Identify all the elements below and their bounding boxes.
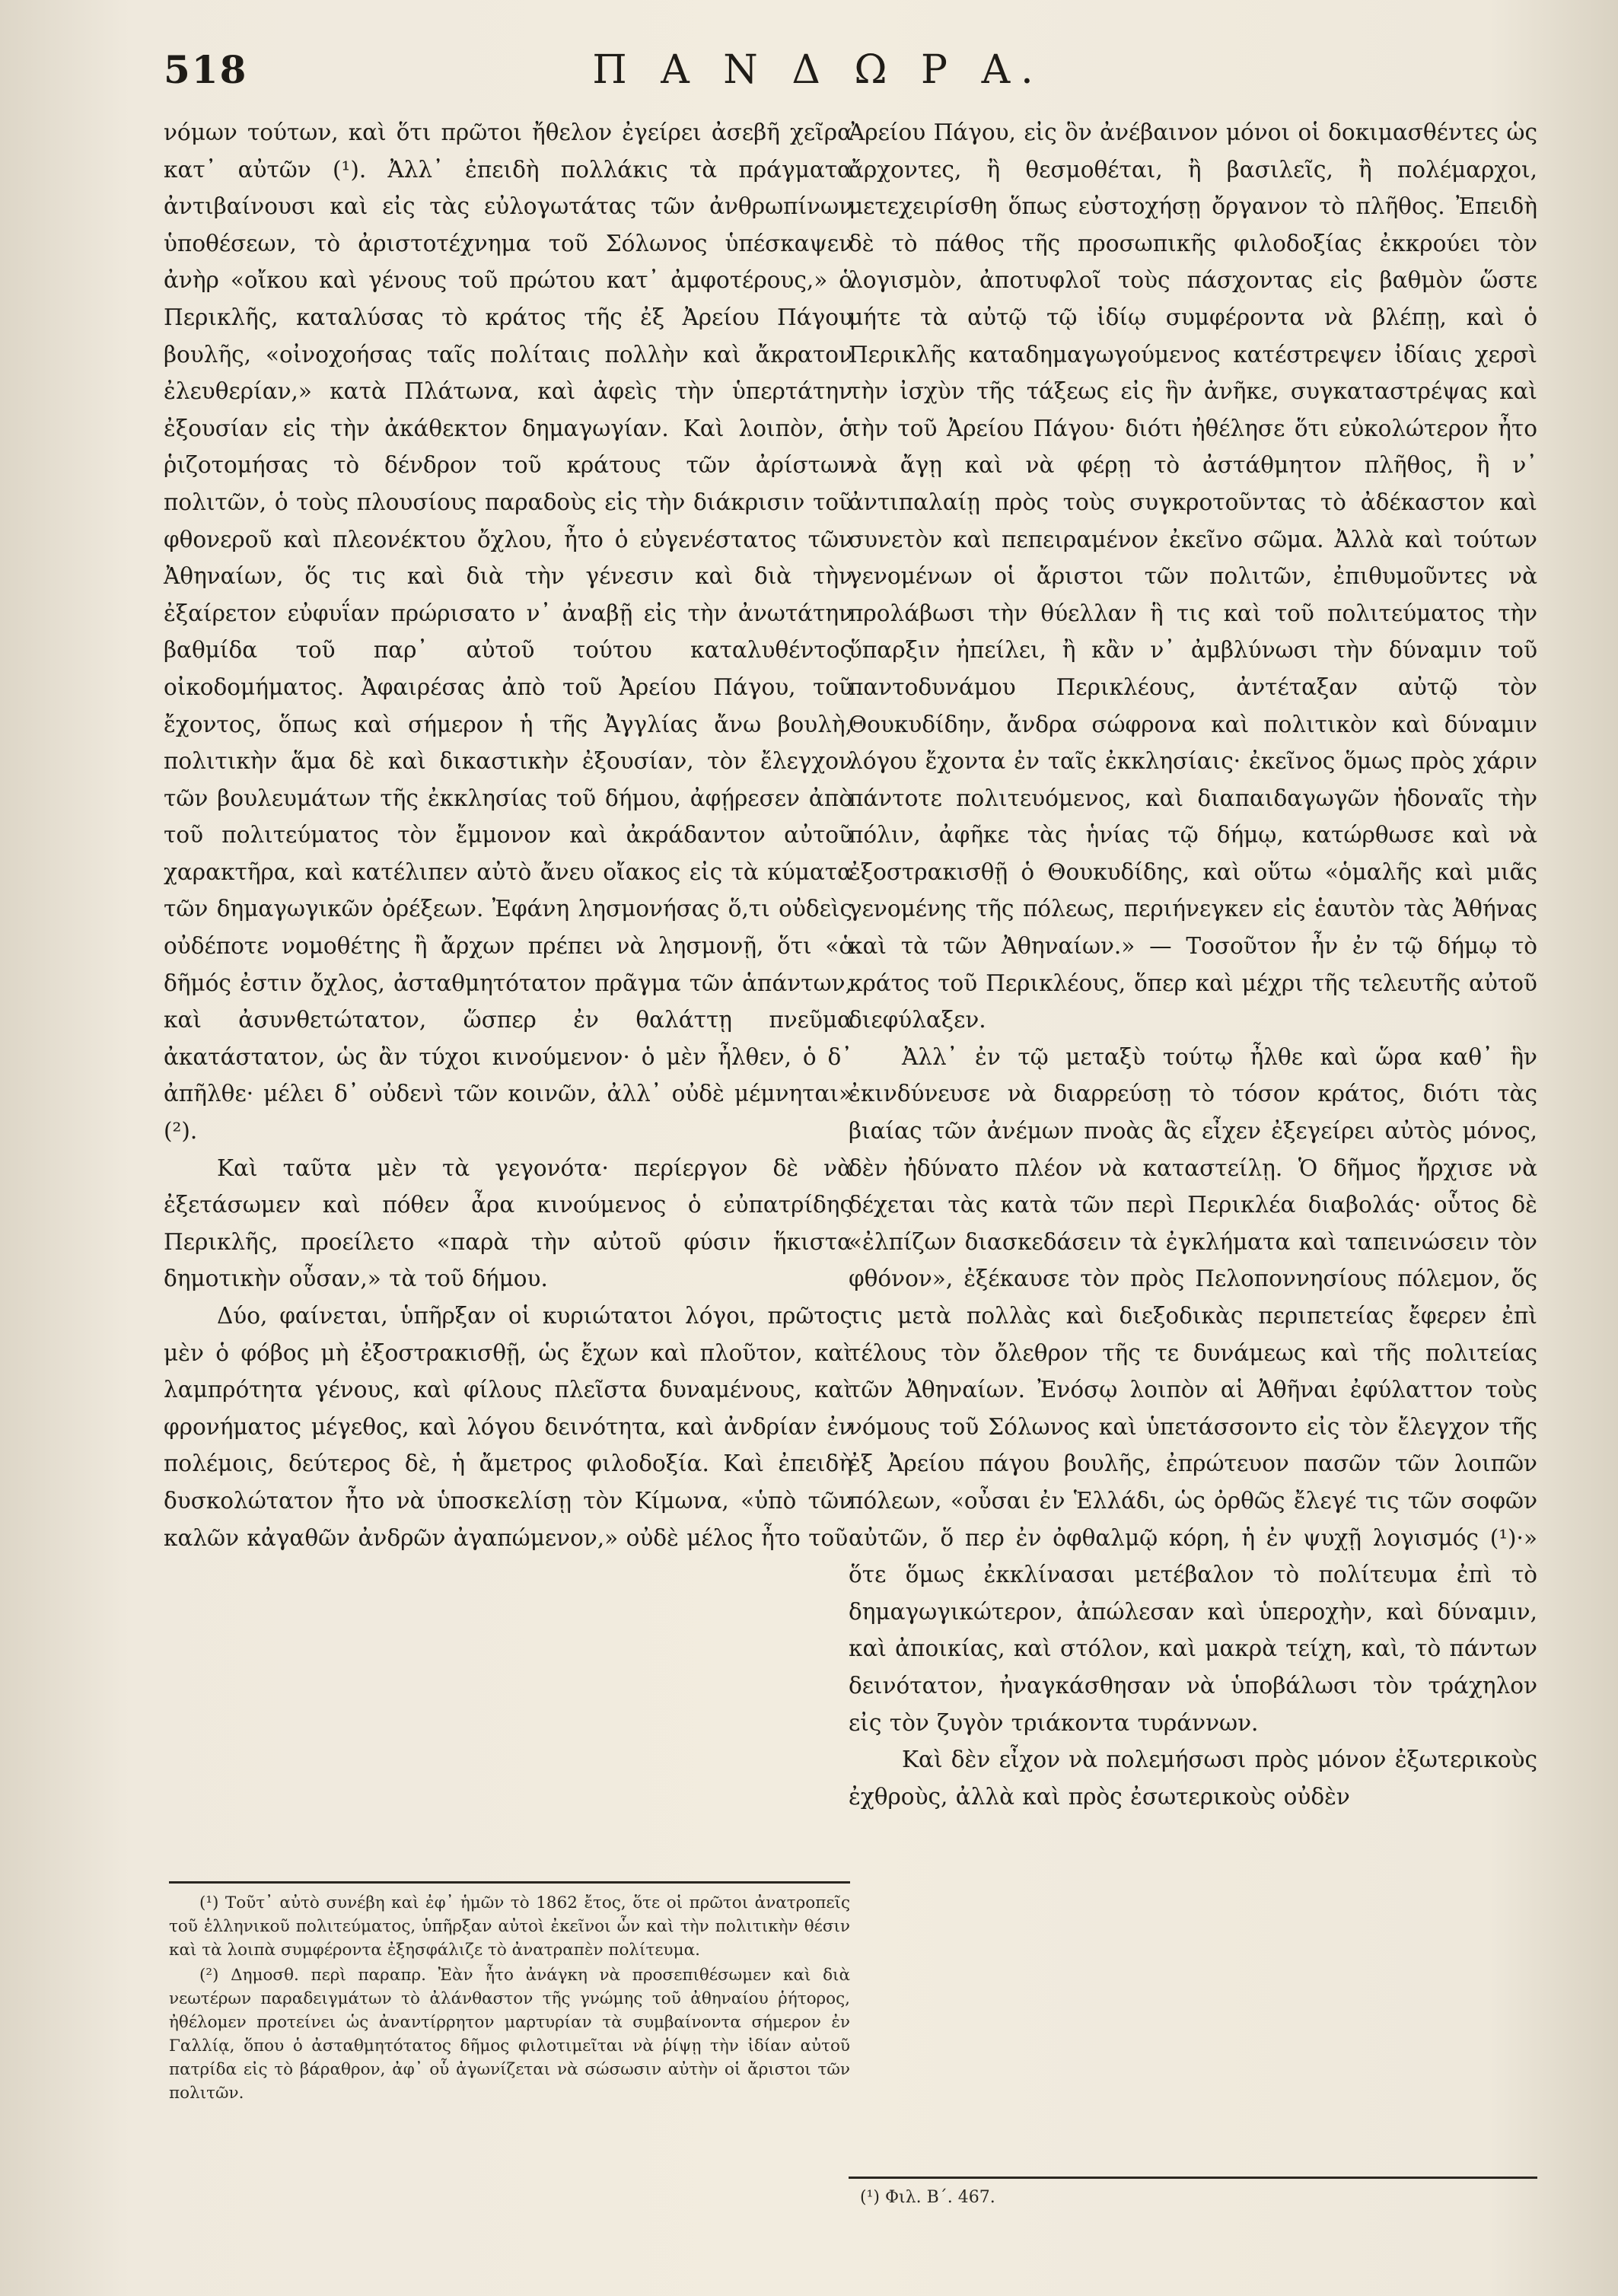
footnote-1: (¹) Τοῦτ᾽ αὐτὸ συνέβη καὶ ἐφ᾽ ἡμῶν τὸ 1862 ἔτος, ὅτε οἱ πρῶτοι ἀνατροπεῖς τοῦ ἑλληνικοῦ πολιτεύματος, ὑπῆρξαν αὐτοὶ ἐκεῖνοι ὧν καὶ τὴν πολιτικὴν θέσιν καὶ τὰ λοιπὰ συμφέροντα ἐξησφάλιζε τὸ ἀνατραπὲν πολίτευμα. xyxy=(169,1893,850,1960)
page-header xyxy=(164,47,1473,116)
right-paragraph-2: Ἀλλ᾽ ἐν τῷ μεταξὺ τούτῳ ἦλθε καὶ ὥρα καθ᾽ ἣν ἐκινδύνευσε νὰ διαρρεύσῃ τὸ τόσον κράτος, διότι τὰς βιαίας τῶν ἀνέμων πνοὰς ἃς εἶχεν ἐξεγείρει αὐτὸς μόνος, δὲν ἠδύνατο πλέον νὰ καταστείλῃ. Ὁ δῆμος ἤρχισε νὰ δέχεται τὰς κατὰ τῶν περὶ Περικλέα διαβολάς· οὗτος δὲ «ἐλπίζων διασκεδάσειν τὰ ἐγκλήματα καὶ ταπεινώσειν τὸν φθόνον», ἐξέκαυσε τὸν πρὸς Πελοποννησίους πόλεμον, ὅς τις μετὰ πολλὰς καὶ διεξοδικὰς περιπετείας ἔφερεν ἐπὶ τέλους τὸν ὄλεθρον τῆς τε δυνάμεως καὶ τῆς πολιτείας τῶν Ἀθηναίων. Ἐνόσῳ λοιπὸν αἱ Ἀθῆναι ἐφύλαττον τοὺς νόμους τοῦ Σόλωνος καὶ ὑπετάσσοντο εἰς τὸν ἔλεγχον τῆς ἐξ Ἀρείου πάγου βουλῆς, ἐπρώτευον πασῶν τῶν λοιπῶν πόλεων, «οὖσαι ἐν Ἑλλάδι, ὡς ὀρθῶς ἔλεγέ τις τῶν σοφῶν αὐτῶν, ὅ περ ἐν ὀφθαλμῷ κόρη, ἡ ἐν ψυχῇ λογισμός (¹)·» ὅτε ὅμως ἐκκλίνασαι μετέβαλον τὸ πολίτευμα ἐπὶ τὸ δημαγωγικώτερον, ἀπώλεσαν καὶ ὑπεροχὴν, καὶ δύναμιν, καὶ ἀποικίας, καὶ στόλον, καὶ μακρὰ τείχη, καὶ, τὸ πάντων δεινότατον, ἠναγκάσθησαν νὰ ὑποβάλωσι τὸν τράχηλον εἰς τὸν ζυγὸν τριάκοντα τυράννων. xyxy=(849,1043,1537,1736)
left-paragraph-1: νόμων τούτων, καὶ ὅτι πρῶτοι ἤθελον ἐγείρει ἀσεβῆ χεῖρα κατ᾽ αὐτῶν (¹). Ἀλλ᾽ ἐπειδὴ πολλάκις τὰ πράγματα ἀντιβαίνουσι καὶ εἰς τὰς εὐλογωτάτας τῶν ἀνθρωπίνων ὑποθέσεων, τὸ ἀριστοτέχνημα τοῦ Σόλωνος ὑπέσκαψεν ἀνὴρ «οἴκου καὶ γένους τοῦ πρώτου κατ᾽ ἀμφοτέρους,» ὁ Περικλῆς, καταλύσας τὸ κράτος τῆς ἐξ Ἀρείου Πάγου βουλῆς, «οἰνοχοήσας ταῖς πολίταις πολλὴν καὶ ἄκρατον ἐλευθερίαν,» κατὰ Πλάτωνα, καὶ ἀφεὶς τὴν ὑπερτάτην ἐξουσίαν εἰς τὴν ἀκάθεκτον δημαγωγίαν. Καὶ λοιπὸν, ὁ ῥιζοτομήσας τὸ δένδρον τοῦ κράτους τῶν ἀρίστων πολιτῶν, ὁ τοὺς πλουσίους παραδοὺς εἰς τὴν διάκρισιν τοῦ φθονεροῦ καὶ πλεονέκτου ὄχλου, ἦτο ὁ εὐγενέστατος τῶν Ἀθηναίων, ὅς τις καὶ διὰ τὴν γένεσιν καὶ διὰ τὴν ἐξαίρετον εὐφυΐαν πρώρισατο ν᾽ ἀναβῇ εἰς τὴν ἀνωτάτην βαθμίδα τοῦ παρ᾽ αὐτοῦ τούτου καταλυθέντος οἰκοδομήματος. Ἀφαιρέσας ἀπὸ τοῦ Ἀρείου Πάγου, τοῦ ἔχοντος, ὅπως καὶ σήμερον ἡ τῆς Ἀγγλίας ἄνω βουλὴ, πολιτικὴν ἅμα δὲ καὶ δικαστικὴν ἐξουσίαν, τὸν ἔλεγχον τῶν βουλευμάτων τῆς ἐκκλησίας τοῦ δήμου, ἀφῄρεσεν ἀπὸ τοῦ πολιτεύματος τὸν ἔμμονον καὶ ἀκράδαντον αὐτοῦ χαρακτῆρα, καὶ κατέλιπεν αὐτὸ ἄνευ οἴακος εἰς τὰ κύματα τῶν δημαγωγικῶν ὀρέξεων. Ἐφάνη λησμονήσας ὅ,τι οὐδεὶς οὐδέποτε νομοθέτης ἢ ἄρχων πρέπει νὰ λησμονῇ, ὅτι «ὁ δῆμός ἐστιν ὄχλος, ἀσταθμητότατον πρᾶγμα τῶν ἁπάντων, καὶ ἀσυνθετώτατον, ὥσπερ ἐν θαλάττῃ πνεῦμα ἀκατάστατον, ὡς ἂν τύχοι κινούμενον· ὁ μὲν ἦλθεν, ὁ δ᾽ ἀπῆλθε· μέλει δ᾽ οὐδενὶ τῶν κοινῶν, ἀλλ᾽ οὐδὲ μέμνηται» (²). xyxy=(164,119,852,1145)
right-paragraph-3: Καὶ δὲν εἶχον νὰ πολεμήσωσι πρὸς μόνον ἐξωτερικοὺς ἐχθροὺς, ἀλλὰ καὶ πρὸς ἐσωτερικοὺς οὐδὲν xyxy=(849,1747,1537,1810)
left-paragraph-2: Καὶ ταῦτα μὲν τὰ γεγονότα· περίεργον δὲ νὰ ἐξετάσωμεν καὶ πόθεν ἆρα κινούμενος ὁ εὐπατρίδης Περικλῆς, προείλετο «παρὰ τὴν αὐτοῦ φύσιν ἥκιστα δημοτικὴν οὖσαν,» τὰ τοῦ δήμου. xyxy=(164,1154,852,1292)
running-title: Π Α Ν Δ Ω Ρ Α. xyxy=(592,47,1044,93)
left-paragraph-3: Δύο, φαίνεται, ὑπῆρξαν οἱ κυριώτατοι λόγοι, πρῶτος μὲν ὁ φόβος μὴ ἐξοστρακισθῇ, ὡς ἔχων καὶ πλοῦτον, καὶ λαμπρότητα γένους, καὶ φίλους πλεῖστα δυναμένους, καὶ φρονήματος μέγεθος, καὶ λόγου δεινότητα, καὶ ἀνδρίαν ἐν πολέμοις, δεύτερος δὲ, ἡ ἄμετρος φιλοδοξία. Καὶ ἐπειδὴ δυσκολώτατον ἦτο νὰ ὑποσκελίσῃ τὸν Κίμωνα, «ὑπὸ τῶν καλῶν κἀγαθῶν ἀνδρῶν ἀγαπώμενον,» οὐδὲ μέλος ἦτο τοῦ xyxy=(164,1303,852,1551)
left-footnotes xyxy=(169,1891,850,2107)
right-column xyxy=(849,114,1537,2245)
right-paragraph-1: Ἀρείου Πάγου, εἰς ὃν ἀνέβαινον μόνοι οἱ δοκιμασθέντες ὡς ἄρχοντες, ἢ θεσμοθέται, ἢ βασιλεῖς, ἢ πολέμαρχοι, μετεχειρίσθη ὅπως εὐστοχήσῃ ὄργανον τὸ πλῆθος. Ἐπειδὴ δὲ τὸ πάθος τῆς προσωπικῆς φιλοδοξίας ἐκκρούει τὸν λογισμὸν, ἀποτυφλοῖ τοὺς πάσχοντας εἰς βαθμὸν ὥστε μήτε τὰ αὐτῷ τῷ ἰδίῳ συμφέροντα νὰ βλέπῃ, καὶ ὁ Περικλῆς καταδημαγωγούμενος κατέστρεψεν ἰδίαις χερσὶ τὴν ἰσχὺν τῆς τάξεως εἰς ἣν ἀνῆκε, συγκαταστρέψας καὶ τὴν τοῦ Ἀρείου Πάγου· διότι ἠθέλησε ὅτι εὐκολώτερον ἦτο νὰ ἄγῃ καὶ νὰ φέρῃ τὸ ἀστάθμητον πλῆθος, ἢ ν᾽ ἀντιπαλαίῃ πρὸς τοὺς συγκροτοῦντας τὸ ἀδέκαστον καὶ συνετὸν καὶ πεπειραμένον ἐκεῖνο σῶμα. Ἀλλὰ καὶ τούτων γενομένων οἱ ἄριστοι τῶν πολιτῶν, ἐπιθυμοῦντες νὰ προλάβωσι τὴν θύελλαν ἣ τις καὶ τοῦ πολιτεύματος τὴν ὕπαρξιν ἠπείλει, ἢ κἂν ν᾽ ἀμβλύνωσι τὴν δύναμιν τοῦ παντοδυνάμου Περικλέους, ἀντέταξαν αὐτῷ τὸν Θουκυδίδην, ἄνδρα σώφρονα καὶ πολιτικὸν καὶ δύναμιν λόγου ἔχοντα ἐν ταῖς ἐκκλησίαις· ἐκεῖνος ὅμως πρὸς χάριν πάντοτε πολιτευόμενος, καὶ διαπαιδαγωγῶν ἡδοναῖς τὴν πόλιν, ἀφῆκε τὰς ἡνίας τῷ δήμῳ, κατώρθωσε καὶ νὰ ἐξοστρακισθῇ ὁ Θουκυδίδης, καὶ οὕτω «ὁμαλῆς καὶ μιᾶς γενομένης τῆς πόλεως, περιήνεγκεν εἰς ἑαυτὸν τὰς Ἀθήνας καὶ τὰ τῶν Ἀθηναίων.» — Τοσοῦτον ἦν ἐν τῷ δήμῳ τὸ κράτος τοῦ Περικλέους, ὅπερ καὶ μέχρι τῆς τελευτῆς αὐτοῦ διεφύλαξεν. xyxy=(849,119,1537,1033)
page-number: 518 xyxy=(164,47,248,92)
footnote-divider-right xyxy=(849,2177,1537,2179)
footnote-2: (²) Δημοσθ. περὶ παραπρ. Ἐὰν ἦτο ἀνάγκη νὰ προσεπιθέσωμεν καὶ διὰ νεωτέρων παραδειγμάτων τὸ ἀλάνθαστον τῆς γνώμης τοῦ ἀθηναίου ῥήτορος, ἠθέλομεν προτείνει ὡς ἀναντίρρητον μαρτυρίαν τὰ συμβαίνοντα σήμερον ἐν Γαλλίᾳ, ὅπου ὁ ἀσταθμητότατος δῆμος φιλοτιμεῖται νὰ ῥίψῃ τὴν ἰδίαν αὐτοῦ πατρίδα εἰς τὸ βάραθρον, ἀφ᾽ οὗ ἀγωνίζεται νὰ σώσωσιν αὐτὴν οἱ ἄριστοι τῶν πολιτῶν. xyxy=(169,1966,850,2103)
right-footnote: (¹) Φιλ. Β΄. 467. xyxy=(860,2188,995,2207)
footnote-divider-left xyxy=(169,1881,850,1884)
